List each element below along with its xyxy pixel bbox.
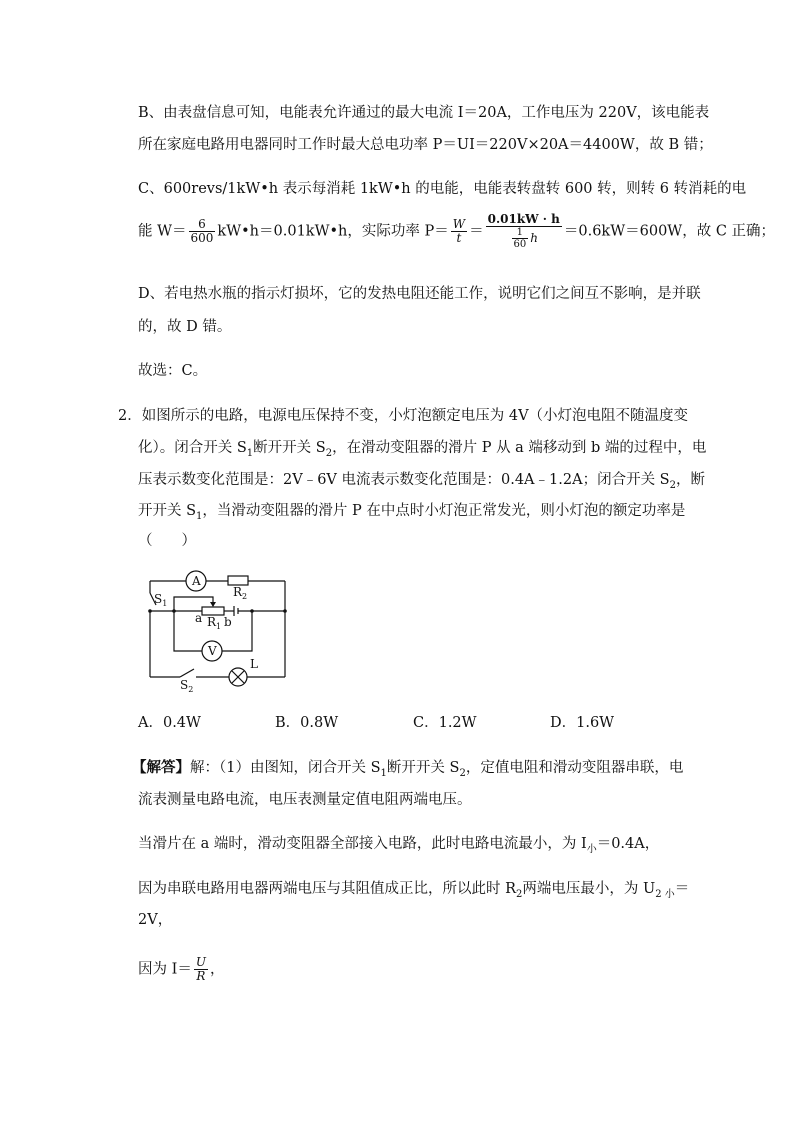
subscript: 2 <box>325 447 333 459</box>
subscript: 小 <box>586 843 597 855</box>
subscript: 2 <box>459 767 466 779</box>
r2-subscript: 2 <box>242 592 248 601</box>
denominator: t <box>456 231 462 245</box>
circuit-diagram <box>140 565 300 695</box>
text: ＝ <box>469 223 484 240</box>
option-c-line-2 <box>138 213 775 250</box>
switch-s2-blade <box>180 669 194 677</box>
solution-line-2: 流表测量电路电流，电压表测量定值电阻两端电压。 <box>138 792 472 808</box>
numerator: 0.01kW · h <box>487 212 560 226</box>
text: 能 W＝ <box>138 223 187 240</box>
s2-subscript: 2 <box>188 685 194 694</box>
option-d[interactable]: D．1.6W <box>550 715 615 731</box>
option-d-line-2: 的，故 D 错。 <box>138 319 232 335</box>
text: ＝0.6kW＝600W，故 C 正确； <box>563 223 776 240</box>
fraction <box>194 956 208 983</box>
subscript: 2 <box>516 888 523 900</box>
text: 因为 I＝ <box>138 961 192 978</box>
text: 断开开关 S <box>386 760 460 776</box>
option-b[interactable]: B．0.8W <box>275 715 339 731</box>
text: ＝ <box>674 881 690 897</box>
fraction <box>451 218 467 245</box>
denominator: 60 <box>513 239 527 250</box>
subscript: 1 <box>196 510 203 522</box>
voltmeter-label: V <box>208 644 217 658</box>
solution-line-5: 2V， <box>138 912 173 928</box>
text: 两端电压最小，为 U <box>522 881 656 897</box>
s1-subscript: 1 <box>162 599 168 608</box>
s1-letter: S <box>154 592 163 606</box>
option-b-line-1: B、由表盘信息可知，电能表允许通过的最大电流 I＝20A，工作电压为 220V，该电能表 <box>138 105 710 121</box>
text: 如图所示的电路，电源电压保持不变，小灯泡额定电压为 4V（小灯泡电阻不随温度变 <box>141 408 689 424</box>
text: ，当滑动变阻器的滑片 P 在中点时小灯泡正常发光，则小灯泡的额定功率是 <box>202 503 686 519</box>
text: 化）。闭合开关 S <box>138 440 247 456</box>
text: 开开关 S <box>138 503 197 519</box>
option-a[interactable]: A．0.4W <box>138 715 201 731</box>
junction-dot <box>148 609 152 613</box>
text: 因为串联电路用电器两端电压与其阻值成正比，所以此时 R <box>138 881 517 897</box>
numerator: W <box>452 217 466 231</box>
numerator: U <box>195 955 206 969</box>
solution-line-6 <box>138 956 224 983</box>
subscript: 2 <box>669 479 676 491</box>
slider-arrow-icon <box>210 602 216 607</box>
rheostat-r1 <box>202 607 224 615</box>
text: ＝0.4A， <box>596 836 660 852</box>
r1-subscript: 1 <box>216 622 222 631</box>
solution-line-1 <box>132 758 683 784</box>
fraction <box>189 218 216 245</box>
question-2-line-4 <box>138 501 685 527</box>
solution-line-4 <box>138 879 689 905</box>
r2-letter: R <box>233 585 243 599</box>
subscript: 1 <box>380 767 387 779</box>
denominator: 600 <box>190 231 214 245</box>
answer-line: 故选：C。 <box>138 363 208 379</box>
solution-line-3 <box>138 834 659 860</box>
fraction <box>486 213 562 250</box>
text: ，定值电阻和滑动变阻器串联，电 <box>465 760 684 776</box>
question-number: 2． <box>118 408 142 424</box>
denominator: R <box>196 969 206 983</box>
subscript: 1 <box>246 447 254 459</box>
question-2-line-3 <box>138 470 705 496</box>
question-2-line-1 <box>118 406 688 426</box>
ammeter-label: A <box>192 574 201 588</box>
answer-options <box>138 713 614 733</box>
s2-label <box>180 678 193 694</box>
slider-wire <box>174 597 213 611</box>
text: 压表示数变化范围是：2V﹣6V 电流表示数变化范围是：0.4A﹣1.2A；闭合开关 S <box>138 472 670 488</box>
junction-dot <box>172 609 176 613</box>
end-b-label: b <box>224 615 232 629</box>
numerator: 1 <box>512 227 529 239</box>
resistor-r2 <box>228 576 248 585</box>
lamp-label: L <box>250 657 258 671</box>
end-a-label: a <box>195 611 203 625</box>
text: ， <box>209 961 225 978</box>
s2-letter: S <box>180 678 189 692</box>
r1-label <box>207 615 221 631</box>
text: 当滑片在 a 端时，滑动变阻器全部接入电路，此时电路电流最小，为 I <box>138 836 587 852</box>
option-b-line-2: 所在家庭电路用电器同时工作时最大总电功率 P＝UI＝220V×20A＝4400W，故 B 错； <box>138 137 713 153</box>
question-2-line-2 <box>138 438 706 464</box>
option-d-line-1: D、若电热水瓶的指示灯损坏，它的发热电阻还能工作，说明它们之间互不影响，是并联 <box>138 286 701 302</box>
unit: h <box>530 231 538 245</box>
text: 解：（1）由图知，闭合开关 S <box>190 760 381 776</box>
numerator: 6 <box>189 218 216 232</box>
option-c-line-1: C、600revs/1kW•h 表示每消耗 1kW•h 的电能，电能表转盘转 600 转，则转 6 转消耗的电 <box>138 181 747 197</box>
text: ，在滑动变阻器的滑片 P 从 a 端移动到 b 端的过程中，电 <box>332 440 707 456</box>
subscript: 2 小 <box>655 888 675 900</box>
solution-tag: 【解答】 <box>132 759 190 776</box>
junction-dot <box>283 609 287 613</box>
text: ，断 <box>675 472 705 488</box>
option-c[interactable]: C．1.2W <box>413 715 477 731</box>
junction-dot <box>250 609 254 613</box>
fraction <box>512 227 529 250</box>
r2-label <box>233 585 247 601</box>
r1-letter: R <box>207 615 217 629</box>
s1-label <box>154 592 167 608</box>
text: kW•h＝0.01kW•h，实际功率 P＝ <box>217 223 449 240</box>
question-2-line-5: （ ） <box>138 533 196 549</box>
text: 断开开关 S <box>253 440 326 456</box>
